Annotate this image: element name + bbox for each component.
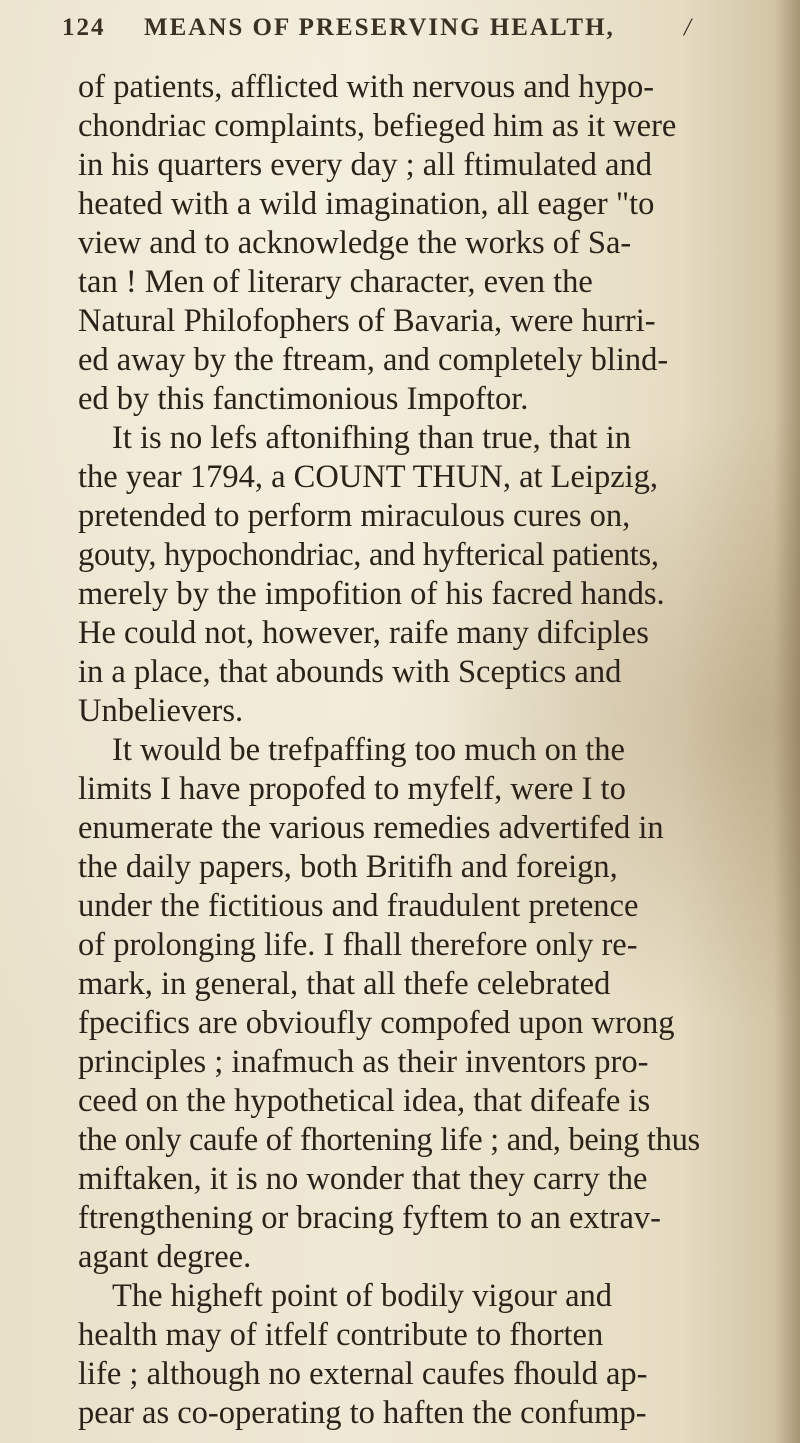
- text-line: pretended to perform miraculous cures on,: [78, 498, 631, 534]
- running-title: MEANS OF PRESERVING HEALTH,: [144, 14, 615, 41]
- text-line: life ; although no external caufes fhould ap-: [78, 1356, 648, 1392]
- text-line: Unbelievers.: [78, 693, 244, 729]
- page-number: 124: [62, 14, 106, 41]
- text-line: view and to acknowledge the works of Sa-: [78, 225, 632, 261]
- text-line: pear as co-operating to haften the confump-: [78, 1395, 647, 1431]
- text-line: The higheft point of bodily vigour and: [112, 1278, 613, 1314]
- text-line: fpecifics are obvioufly compofed upon wrong: [78, 1005, 675, 1041]
- body-text: [78, 68, 758, 1433]
- text-line: in his quarters every day ; all ftimulated and: [78, 147, 652, 183]
- text-line: mark, in general, that all thefe celebrated: [78, 966, 611, 1002]
- text-line: gouty, hypochondriac, and hyfterical patients,: [78, 537, 659, 573]
- header-marker: /: [684, 14, 693, 41]
- text-line: ed away by the ftream, and completely blind-: [78, 342, 669, 378]
- page-header: [62, 14, 762, 50]
- text-line: of patients, afflicted with nervous and hypo-: [78, 69, 655, 105]
- text-line: of prolonging life. I fhall therefore only re-: [78, 927, 638, 963]
- text-line: chondriac complaints, befieged him as it were: [78, 108, 677, 144]
- text-line: the year 1794, a COUNT THUN, at Leipzig,: [78, 459, 659, 495]
- text-line: agant degree.: [78, 1239, 252, 1275]
- text-line: It would be trefpaffing too much on the: [112, 732, 625, 768]
- page-edge-shadow: [774, 0, 800, 1443]
- text-line: He could not, however, raife many difciples: [78, 615, 649, 651]
- text-line: ftrengthening or bracing fyftem to an extrav-: [78, 1200, 661, 1236]
- text-line: the only caufe of fhortening life ; and, being thus: [78, 1122, 700, 1158]
- text-line: heated with a wild imagination, all eager "to: [78, 186, 655, 222]
- text-line: the daily papers, both Britifh and foreign,: [78, 849, 618, 885]
- text-line: miftaken, it is no wonder that they carry the: [78, 1161, 648, 1197]
- text-line: Natural Philofophers of Bavaria, were hurri-: [78, 303, 656, 339]
- text-line: It is no lefs aftonifhing than true, that in: [112, 420, 631, 456]
- text-line: under the fictitious and fraudulent pretence: [78, 888, 639, 924]
- text-line: principles ; inafmuch as their inventors pro-: [78, 1044, 649, 1080]
- text-line: enumerate the various remedies advertifed in: [78, 810, 664, 846]
- text-line: in a place, that abounds with Sceptics and: [78, 654, 622, 690]
- text-line: tan ! Men of literary character, even the: [78, 264, 593, 300]
- text-line: ceed on the hypothetical idea, that difeafe is: [78, 1083, 651, 1119]
- text-line: ed by this fanctimonious Impoftor.: [78, 381, 529, 417]
- text-line: health may of itfelf contribute to fhorten: [78, 1317, 604, 1353]
- text-line: limits I have propofed to myfelf, were I to: [78, 771, 626, 807]
- text-line: merely by the impofition of his facred hands.: [78, 576, 665, 612]
